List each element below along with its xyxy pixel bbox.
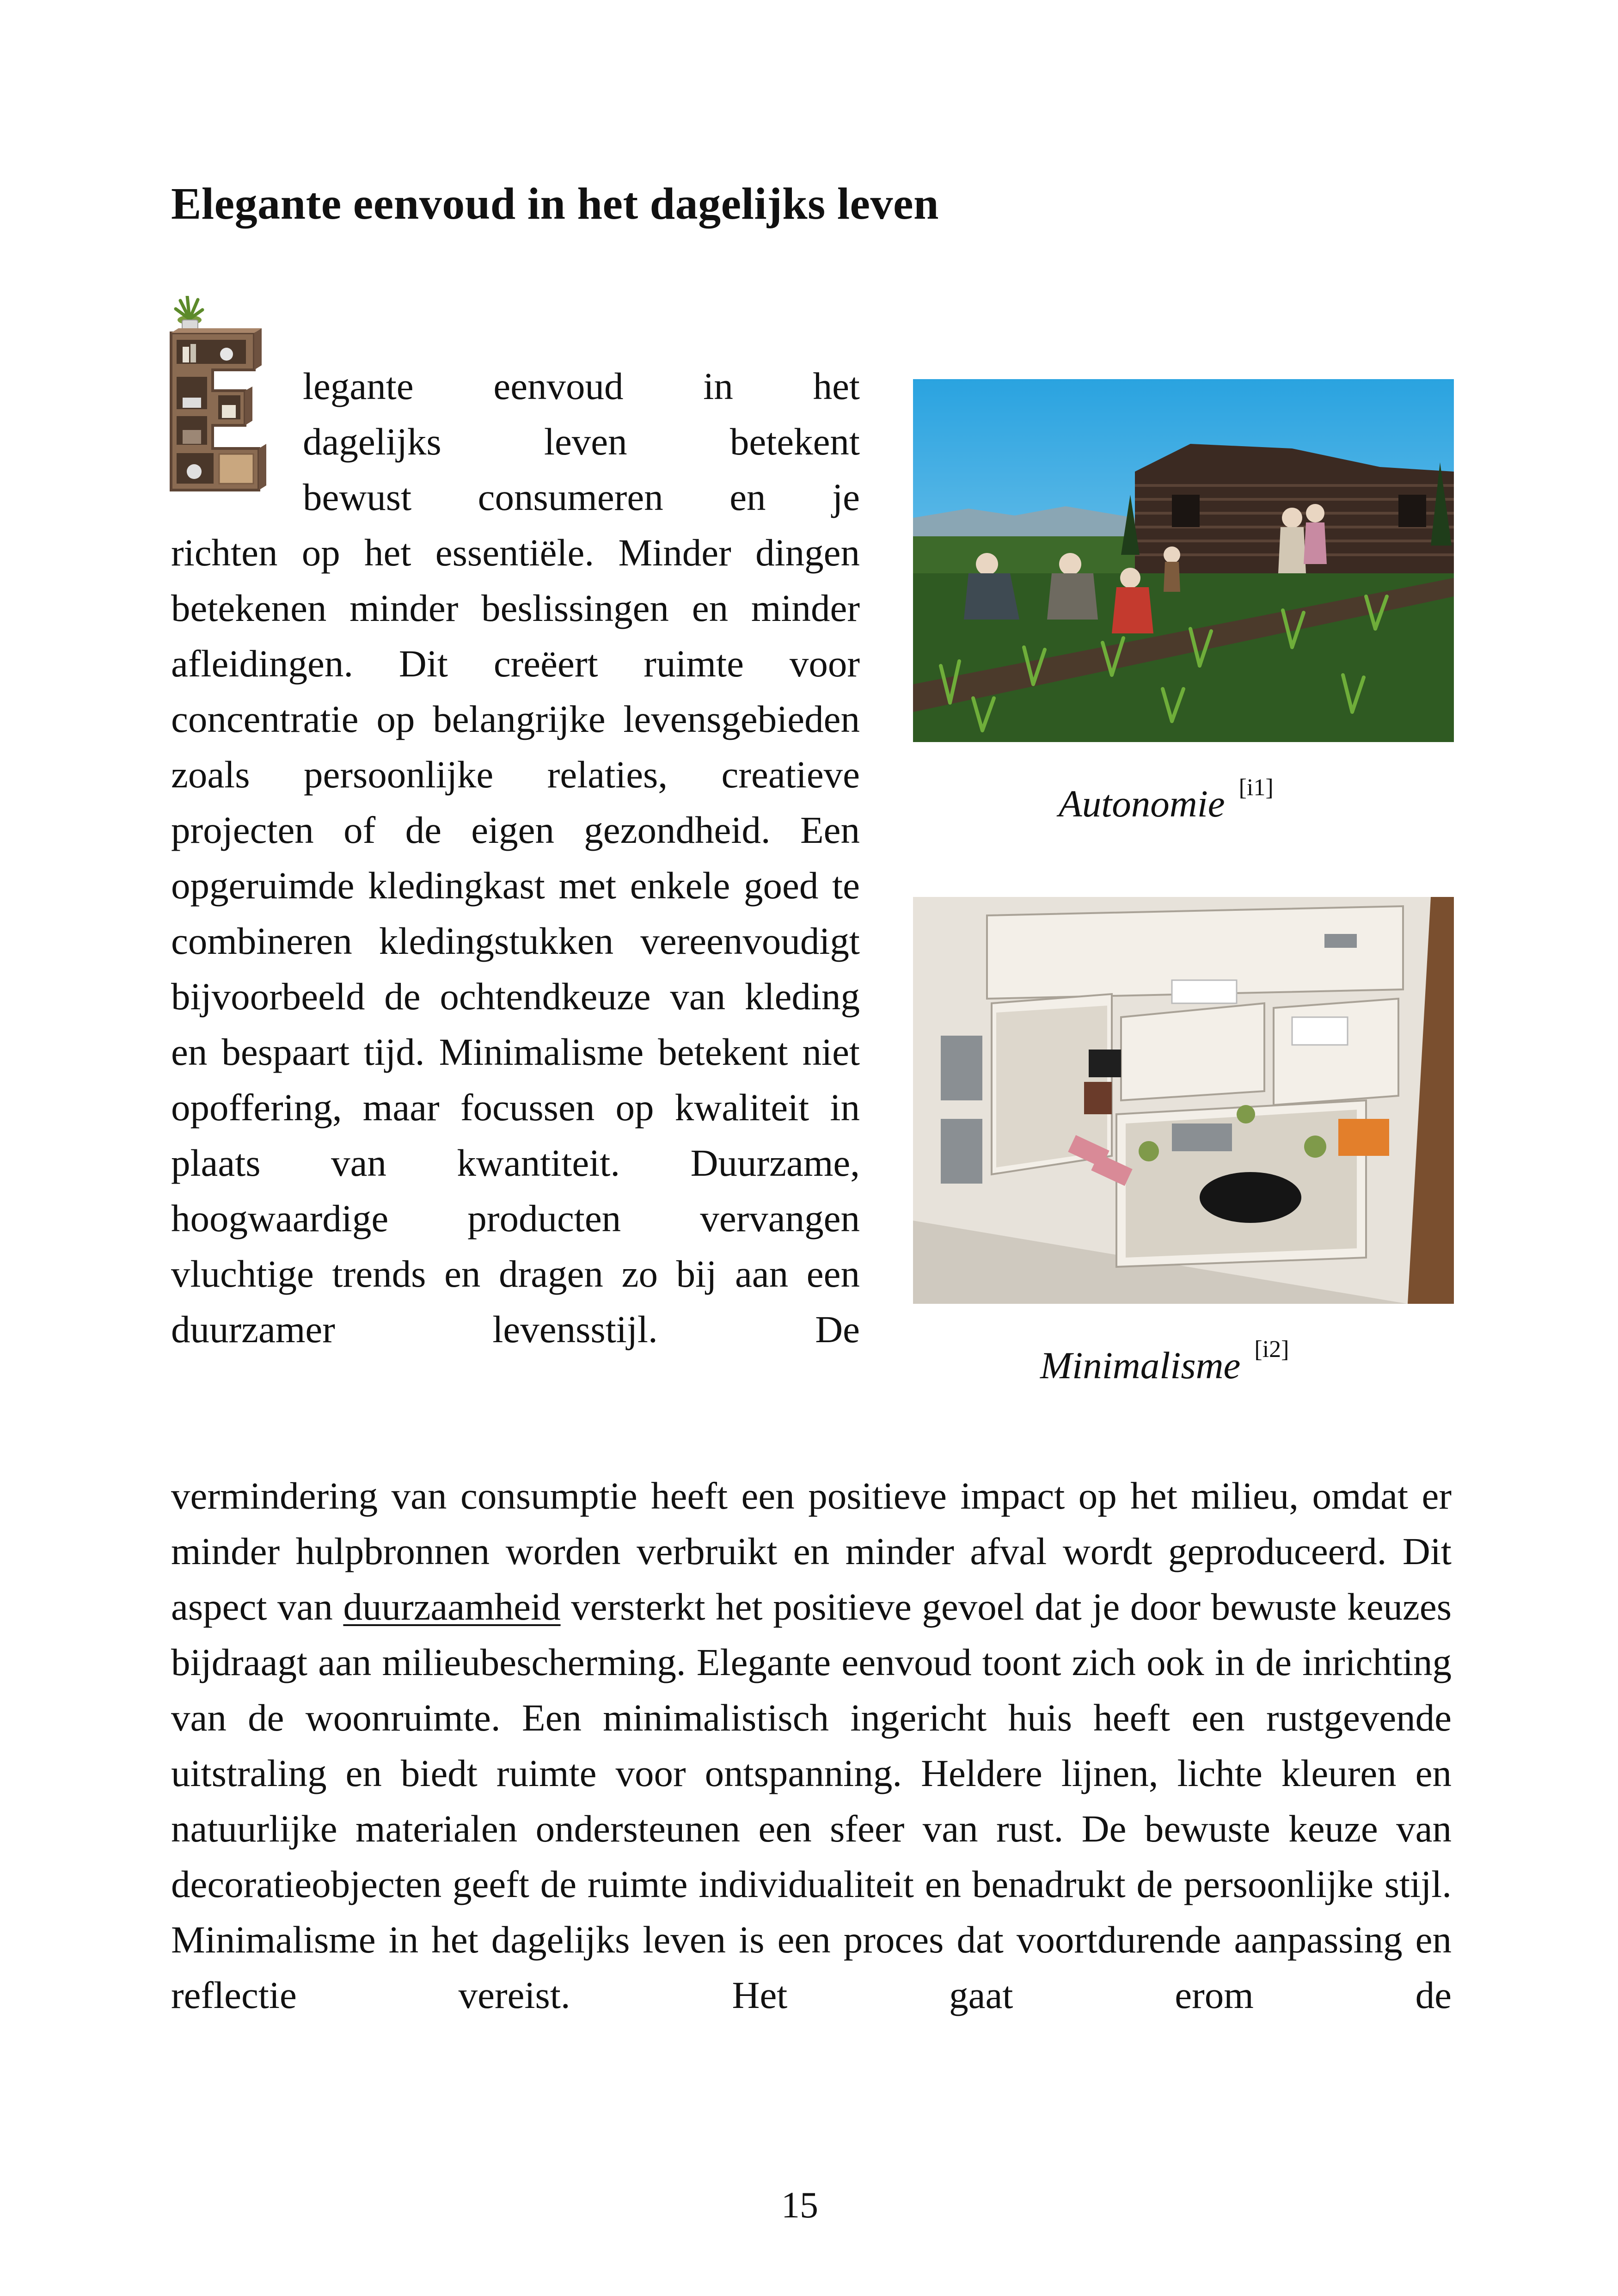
paragraph-text: vermindering van consumptie heeft een positieve impact op het milieu, omdat er minder hulpbronnen worden verbruikt en minder afval wordt geproduceerd. Dit aspect van [171, 1474, 1452, 1628]
apartment-model-photo [913, 897, 1454, 1304]
figure-caption [1059, 774, 1274, 826]
figure-caption [1040, 1336, 1289, 1387]
image-reference: [i2] [1254, 1336, 1289, 1363]
column-paragraph: richten op het essentiële. Minder dingen betekenen minder beslissingen en minder afleidingen. Dit creëert ruimte voor concentratie op belangrijke levensgebieden zoals persoonlijke relaties, creatieve projecten of de eigen gezondheid. Een opgeruimde kledingkast met enkele goed te combineren kledingstukken vereenvoudigt bijvoorbeeld de ochtendkeuze van kleding en bespaart tijd. Minimalisme betekent niet opoffering, maar focussen op kwaliteit in plaats van kwantiteit. Duurzame, hoogwaardige producten vervangen vluchtige trends en dragen zo bij aan een duurzamer levensstijl. De [171, 531, 860, 1351]
main-paragraph [171, 1468, 1452, 2023]
caption-text: Autonomie [1059, 782, 1225, 825]
column-text [171, 358, 860, 1357]
image-reference: [i1] [1238, 774, 1274, 801]
page-title: Elegante eenvoud in het dagelijks leven [171, 179, 939, 229]
caption-text: Minimalisme [1040, 1344, 1241, 1387]
paragraph-text: versterkt het positieve gevoel dat je door bewuste keuzes bijdraagt aan milieubescherming. Elegante eenvoud toont zich ook in de inrichting van de woonruimte. Een minimalistisch ingericht huis heeft een rustgevende uitstraling en biedt ruimte voor ontspanning. Heldere lijnen, lichte kleuren en natuurlijke materialen ondersteunen een sfeer van rust. De bewuste keuze van decoratieobjecten geeft de ruimte individualiteit en benadrukt de persoonlijke stijl. Minimalisme in het dagelijks leven is een proces dat voortdurende aanpassing en reflectie vereist. Het gaat erom de [171, 1585, 1452, 2016]
page-number: 15 [781, 2185, 818, 2226]
lead-line: dagelijks leven betekent [303, 420, 860, 463]
family-garden-photo [913, 379, 1454, 742]
duurzaamheid-link[interactable]: duurzaamheid [343, 1585, 561, 1628]
lead-line: legante eenvoud in het [303, 365, 860, 407]
lead-line: bewust consumeren en je [303, 476, 860, 518]
